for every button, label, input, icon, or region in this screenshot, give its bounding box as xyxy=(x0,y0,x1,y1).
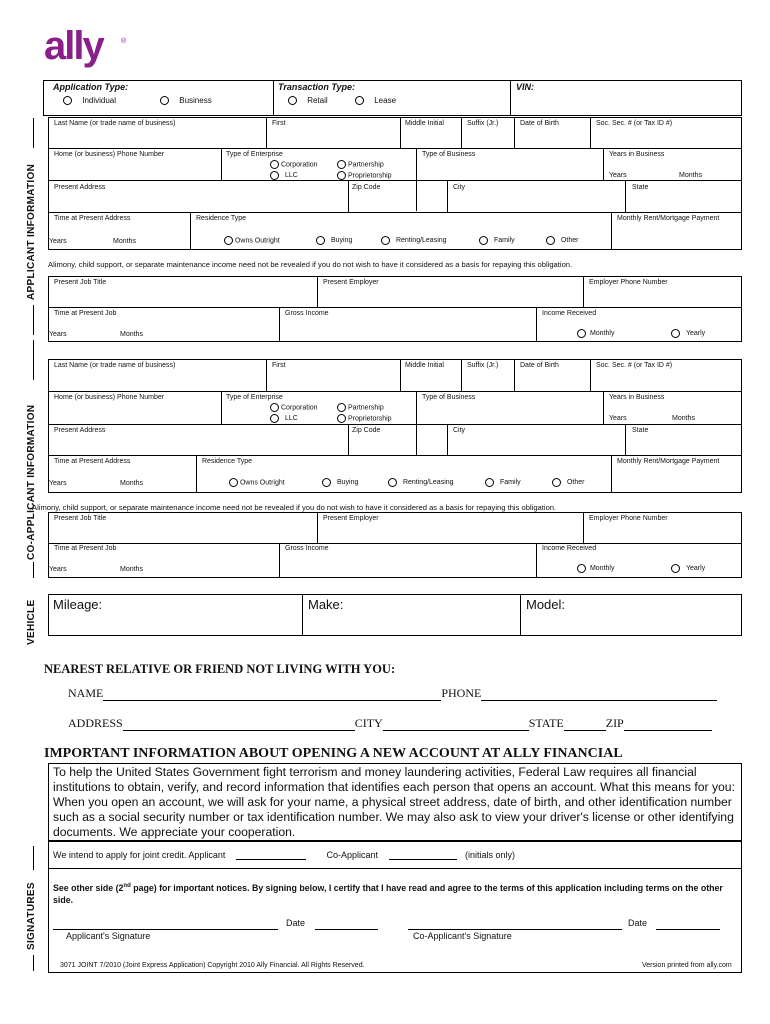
co-yearly-radio[interactable] xyxy=(671,564,680,573)
co-job-title-label: Present Job Title xyxy=(54,515,107,522)
relative-state-field[interactable] xyxy=(564,719,606,731)
co-employer-label: Present Employer xyxy=(323,515,379,522)
co-middle-initial-label: Middle Initial xyxy=(405,362,444,369)
co-buying-option[interactable]: Buying xyxy=(322,478,358,487)
co-renting-radio[interactable] xyxy=(388,478,397,487)
employer-phone-label: Employer Phone Number xyxy=(589,279,668,286)
co-proprietorship-radio[interactable] xyxy=(337,414,346,423)
zip-code-label: Zip Code xyxy=(352,184,381,191)
yearly-option[interactable]: Yearly xyxy=(671,329,705,338)
job-months-label: Months xyxy=(120,331,143,338)
state-label: State xyxy=(632,184,649,191)
business-option[interactable]: Business xyxy=(160,96,212,105)
relative-address-label: ADDRESS xyxy=(68,716,123,730)
co-job-years-label: Years xyxy=(49,566,67,573)
llc-radio[interactable] xyxy=(270,171,279,180)
partnership-radio[interactable] xyxy=(337,160,346,169)
co-corporation-option[interactable]: Corporation xyxy=(270,403,318,412)
years-in-business-label: Years in Business xyxy=(609,151,665,158)
co-alimony-notice: Alimony, child support, or separate maintenance income need not be revealed if you do not wish to have it considered as a basis for repaying this obligation. xyxy=(32,503,557,512)
monthly-radio[interactable] xyxy=(577,329,586,338)
co-present-address-label: Present Address xyxy=(54,427,106,434)
ssn-label: Soc. Sec. # (or Tax ID #) xyxy=(596,120,673,127)
residence-type-label: Residence Type xyxy=(196,215,247,222)
renting-option[interactable]: Renting/Leasing xyxy=(381,236,447,245)
co-type-business-label: Type of Business xyxy=(422,394,476,401)
co-llc-radio[interactable] xyxy=(270,414,279,423)
co-applicant-initials-label: Co-Applicant xyxy=(326,850,378,860)
co-corporation-radio[interactable] xyxy=(270,403,279,412)
co-income-received-label: Income Received xyxy=(542,545,597,552)
co-other-option[interactable]: Other xyxy=(552,478,584,487)
signature-notice: See other side (2nd page) for important notices. By signing below, I certify that I have read and agree to the terms of this application including terms on the other side. xyxy=(53,882,723,905)
family-radio[interactable] xyxy=(479,236,488,245)
co-suffix-label: Suffix (Jr.) xyxy=(467,362,499,369)
applicant-initials-field[interactable] xyxy=(236,851,306,860)
lease-option[interactable]: Lease xyxy=(355,96,396,105)
relative-name-field[interactable] xyxy=(103,689,441,701)
co-monthly-payment-label: Monthly Rent/Mortgage Payment xyxy=(617,458,720,465)
co-monthly-radio[interactable] xyxy=(577,564,586,573)
vin-label: VIN: xyxy=(516,82,534,92)
proprietorship-radio[interactable] xyxy=(337,171,346,180)
co-time-at-address-label: Time at Present Address xyxy=(54,458,131,465)
coapplicant-grid xyxy=(48,359,742,493)
co-renting-option[interactable]: Renting/Leasing xyxy=(388,478,454,487)
job-years-label: Years xyxy=(49,331,67,338)
renting-radio[interactable] xyxy=(381,236,390,245)
co-monthly-option[interactable]: Monthly xyxy=(577,564,614,573)
co-employer-phone-label: Employer Phone Number xyxy=(589,515,668,522)
co-dob-label: Date of Birth xyxy=(520,362,559,369)
first-label: First xyxy=(272,120,286,127)
time-at-job-label: Time at Present Job xyxy=(54,310,117,317)
relative-city-label: CITY xyxy=(354,716,383,730)
co-ssn-label: Soc. Sec. # (or Tax ID #) xyxy=(596,362,673,369)
job-title-label: Present Job Title xyxy=(54,279,107,286)
last-name-label: Last Name (or trade name of business) xyxy=(54,120,176,127)
months-label: Months xyxy=(679,172,702,179)
coapplicant-signature-label: Co-Applicant's Signature xyxy=(413,931,512,941)
co-zip-code-label: Zip Code xyxy=(352,427,381,434)
co-job-months-label: Months xyxy=(120,566,143,573)
other-radio[interactable] xyxy=(546,236,555,245)
other-option[interactable]: Other xyxy=(546,236,578,245)
relative-state-label: STATE xyxy=(528,716,564,730)
co-owns-outright-option[interactable]: Owns Outright xyxy=(229,478,285,487)
co-yearly-option[interactable]: Yearly xyxy=(671,564,705,573)
corporation-option[interactable]: Corporation xyxy=(270,160,318,169)
relative-name-label: NAME xyxy=(68,686,104,700)
relative-phone-field[interactable] xyxy=(481,689,717,701)
co-home-phone-label: Home (or business) Phone Number xyxy=(54,394,165,401)
applicant-signature-label: Applicant's Signature xyxy=(66,931,151,941)
dob-label: Date of Birth xyxy=(520,120,559,127)
relative-heading: NEAREST RELATIVE OR FRIEND NOT LIVING WITH YOU: xyxy=(44,662,396,676)
retail-radio[interactable] xyxy=(288,96,297,105)
vehicle-section-label: VEHICLE xyxy=(26,599,37,645)
business-radio[interactable] xyxy=(160,96,169,105)
present-address-label: Present Address xyxy=(54,184,106,191)
co-partnership-option[interactable]: Partnership xyxy=(337,403,384,412)
joint-credit-label: We intend to apply for joint credit. Applicant xyxy=(53,850,226,860)
partnership-option[interactable]: Partnership xyxy=(337,160,384,169)
type-enterprise-label: Type of Enterprise xyxy=(226,151,283,158)
co-gross-income-label: Gross Income xyxy=(285,545,329,552)
monthly-payment-label: Monthly Rent/Mortgage Payment xyxy=(617,215,720,222)
mileage-label: Mileage: xyxy=(53,597,103,612)
lease-radio[interactable] xyxy=(355,96,364,105)
relative-city-field[interactable] xyxy=(383,719,529,731)
relative-phone-label: PHONE xyxy=(441,686,482,700)
buying-option[interactable]: Buying xyxy=(316,236,352,245)
alimony-notice: Alimony, child support, or separate maintenance income need not be revealed if you do not wish to have it considered as a basis for repaying this obligation. xyxy=(48,260,573,269)
family-option[interactable]: Family xyxy=(479,236,515,245)
corporation-radio[interactable] xyxy=(270,160,279,169)
coapplicant-signature-line[interactable] xyxy=(408,929,622,930)
signatures-box xyxy=(48,841,742,973)
co-other-radio[interactable] xyxy=(552,478,561,487)
co-residence-type-label: Residence Type xyxy=(202,458,253,465)
type-business-label: Type of Business xyxy=(422,151,476,158)
individual-radio[interactable] xyxy=(63,96,72,105)
signatures-section-label: SIGNATURES xyxy=(26,882,37,950)
relative-address-field[interactable] xyxy=(123,719,355,731)
co-buying-radio[interactable] xyxy=(322,478,331,487)
co-first-label: First xyxy=(272,362,286,369)
relative-address-row xyxy=(68,716,712,731)
gross-income-label: Gross Income xyxy=(285,310,329,317)
initials-only-label: (initials only) xyxy=(465,850,516,860)
relative-zip-label: ZIP xyxy=(605,716,624,730)
important-heading: IMPORTANT INFORMATION ABOUT OPENING A NEW ACCOUNT AT ALLY FINANCIAL xyxy=(44,746,623,761)
make-label: Make: xyxy=(308,597,344,612)
coapplicant-section-label: CO-APPLICANT INFORMATION xyxy=(26,404,37,560)
applicant-date-field[interactable] xyxy=(315,929,378,930)
joint-credit-row xyxy=(53,850,515,860)
home-phone-label: Home (or business) Phone Number xyxy=(54,151,165,158)
co-owns-outright-radio[interactable] xyxy=(229,478,238,487)
co-llc-option[interactable]: LLC xyxy=(270,414,298,423)
co-city-label: City xyxy=(453,427,466,434)
co-years-in-business-label: Years in Business xyxy=(609,394,665,401)
income-received-label: Income Received xyxy=(542,310,597,317)
relative-name-row xyxy=(68,686,717,701)
llc-option[interactable]: LLC xyxy=(270,171,298,180)
transaction-type-label: Transaction Type: xyxy=(278,82,356,92)
time-at-address-label: Time at Present Address xyxy=(54,215,131,222)
coapplicant-date-label: Date xyxy=(628,918,648,928)
applicant-date-label: Date xyxy=(286,918,306,928)
co-address-months-label: Months xyxy=(120,480,143,487)
proprietorship-option[interactable]: Proprietorship xyxy=(337,171,392,180)
co-last-name-label: Last Name (or trade name of business) xyxy=(54,362,176,369)
co-partnership-radio[interactable] xyxy=(337,403,346,412)
important-body: To help the United States Government fight terrorism and money laundering activities, Federal Law requires all financial institutions to obtain, verify, and record information that identifies each person that opens an account. What this means for you: When you open an account, we will ask for your name, a physical street address, date of birth, and other identification number such as a social security number or tax identification number. We may also ask to view your driver's license or other identifying documents. We appreciate your cooperation. xyxy=(53,765,735,839)
applicant-signature-line[interactable] xyxy=(53,929,278,930)
co-months-label: Months xyxy=(672,415,695,422)
vehicle-box xyxy=(48,594,742,636)
yearly-radio[interactable] xyxy=(671,329,680,338)
co-proprietorship-option[interactable]: Proprietorship xyxy=(337,414,392,423)
middle-initial-label: Middle Initial xyxy=(405,120,444,127)
relative-zip-field[interactable] xyxy=(624,719,712,731)
retail-option[interactable]: Retail xyxy=(288,96,328,105)
co-time-at-job-label: Time at Present Job xyxy=(54,545,117,552)
address-months-label: Months xyxy=(113,238,136,245)
monthly-option[interactable]: Monthly xyxy=(577,329,614,338)
co-family-option[interactable]: Family xyxy=(485,478,521,487)
buying-radio[interactable] xyxy=(316,236,325,245)
employer-label: Present Employer xyxy=(323,279,379,286)
suffix-label: Suffix (Jr.) xyxy=(467,120,499,127)
coapplicant-date-field[interactable] xyxy=(656,929,720,930)
co-years-label: Years xyxy=(609,415,627,422)
co-family-radio[interactable] xyxy=(485,478,494,487)
model-label: Model: xyxy=(526,597,566,612)
footer-copyright: 3071 JOINT 7/2010 (Joint Express Application) Copyright 2010 Ally Financial. All Rights Reserved. xyxy=(60,962,365,969)
co-state-label: State xyxy=(632,427,649,434)
address-years-label: Years xyxy=(49,238,67,245)
ally-logo: ally xyxy=(44,24,103,68)
application-type-label: Application Type: xyxy=(53,82,129,92)
co-address-years-label: Years xyxy=(49,480,67,487)
coapplicant-initials-field[interactable] xyxy=(389,851,457,860)
owns-outright-option[interactable]: Owns Outright xyxy=(224,236,280,245)
co-type-enterprise-label: Type of Enterprise xyxy=(226,394,283,401)
registered-mark: ® xyxy=(121,38,127,45)
years-label: Years xyxy=(609,172,627,179)
city-label: City xyxy=(453,184,466,191)
owns-outright-radio[interactable] xyxy=(224,236,233,245)
individual-option[interactable]: Individual xyxy=(63,96,116,105)
applicant-section-label: APPLICANT INFORMATION xyxy=(26,163,37,300)
footer-version: Version printed from ally.com xyxy=(642,962,732,969)
